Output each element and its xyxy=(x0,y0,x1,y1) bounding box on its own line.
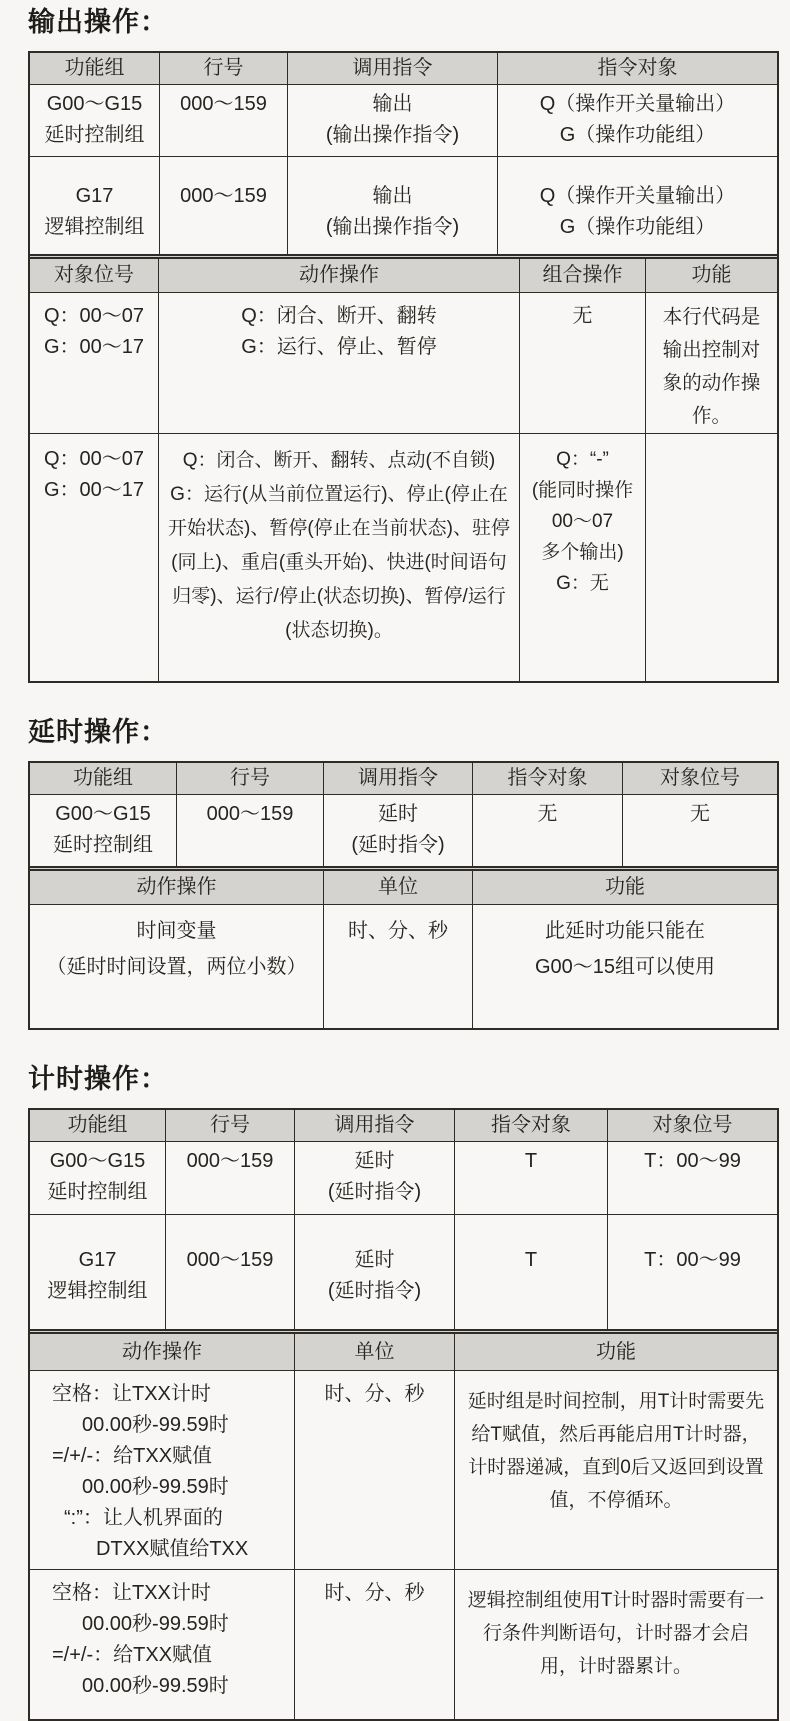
manual-page xyxy=(0,6,790,1721)
cell-line: (延时指令) xyxy=(351,834,445,856)
column-header-cell xyxy=(30,53,159,84)
column-header-cell xyxy=(30,1110,165,1141)
cell-line: =/+/-：给TXX赋值 xyxy=(52,1644,213,1666)
cell-line: 功能 xyxy=(691,264,732,286)
cell-line: 输出 xyxy=(372,93,413,115)
table-cell xyxy=(454,1371,777,1569)
table-cell xyxy=(30,795,176,866)
column-header-cell xyxy=(607,1110,777,1141)
table-row xyxy=(30,794,777,866)
table-cell xyxy=(454,1215,607,1329)
table-cell xyxy=(30,1371,294,1569)
cell-line: 空格：让TXX计时 xyxy=(52,1582,211,1604)
table-row xyxy=(30,904,777,1028)
column-header-cell xyxy=(30,871,323,904)
table-cell xyxy=(497,157,777,254)
cell-paragraph: 延时组是时间控制，用T计时需要先给T赋值，然后再能启用T计时器，计时器递减，直到0后又返回到设置值，不停循环。 xyxy=(467,1391,765,1511)
cell-line: 指令对象 xyxy=(507,767,588,789)
table-cell xyxy=(30,1215,165,1329)
cell-line: 功能组 xyxy=(64,57,125,79)
table-header-row xyxy=(30,1110,777,1141)
table-cell xyxy=(158,434,519,681)
cell-line: (能同时操作 xyxy=(531,480,634,501)
table-row xyxy=(30,433,777,681)
table-header-row xyxy=(30,866,777,904)
cell-line: 时间变量 xyxy=(136,920,217,942)
cell-line: 此延时功能只能在 xyxy=(545,920,705,942)
cell-paragraph: 逻辑控制组使用T计时器时需要有一行条件判断语句，计时器才会启用，计时器累计。 xyxy=(467,1590,765,1677)
cell-line: G：无 xyxy=(556,573,609,594)
table-cell xyxy=(30,905,323,1028)
cell-line: 功能组 xyxy=(67,1114,128,1136)
table-cell xyxy=(645,293,777,433)
table-row xyxy=(30,156,777,254)
cell-line: 组合操作 xyxy=(542,264,623,286)
delay-operations-table xyxy=(28,761,779,1030)
cell-line: G：00～17 xyxy=(43,479,145,501)
column-header-cell xyxy=(158,259,519,292)
cell-paragraph: G：运行(从当前位置运行)、停止(停止在开始状态)、暂停(停止在当前状态)、驻停(同上)、重启(重头开始)、快进(时间语句归零)、运行/停止(状态切换)、暂停/运行(状态切换)。 xyxy=(168,484,510,641)
cell-line: 动作操作 xyxy=(299,264,379,286)
cell-line: 功能组 xyxy=(73,767,133,789)
section-timing-operations xyxy=(0,1063,790,1721)
cell-line: 指令对象 xyxy=(597,57,678,79)
column-header-cell xyxy=(472,763,622,794)
table-cell xyxy=(30,293,158,433)
section-title-timing: 计时操作： xyxy=(28,1064,168,1094)
cell-line: Q（操作开关量输出） xyxy=(539,185,736,207)
column-header-cell xyxy=(454,1110,607,1141)
cell-line: (延时指令) xyxy=(327,1181,422,1203)
column-header-cell xyxy=(323,871,472,904)
section-title-delay: 延时操作： xyxy=(28,717,168,747)
cell-line: 000～159 xyxy=(206,803,294,825)
table-cell xyxy=(622,795,777,866)
table-cell xyxy=(30,434,158,681)
cell-line: 延时控制组 xyxy=(44,124,145,146)
cell-line: 逻辑控制组 xyxy=(44,216,145,238)
table-row xyxy=(30,292,777,433)
table-header-row xyxy=(30,1329,777,1370)
cell-line: T xyxy=(524,1249,538,1271)
cell-line: 对象位号 xyxy=(54,264,134,286)
column-header-cell xyxy=(519,259,645,292)
cell-line: 多个输出) xyxy=(541,542,624,563)
cell-line: 空格：让TXX计时 xyxy=(52,1383,211,1405)
table-cell xyxy=(176,795,323,866)
table-cell xyxy=(323,795,472,866)
cell-line: G00～G15 xyxy=(46,93,143,115)
cell-line: 无 xyxy=(690,803,710,825)
cell-line: 逻辑控制组 xyxy=(47,1280,148,1302)
cell-line: 指令对象 xyxy=(491,1114,571,1136)
cell-line: Q：00～07 xyxy=(43,305,145,327)
cell-line: 功能 xyxy=(605,876,645,898)
table-cell xyxy=(159,85,287,156)
cell-line: 00～07 xyxy=(551,511,614,532)
column-header-cell xyxy=(454,1334,777,1370)
column-header-cell xyxy=(323,763,472,794)
table-cell xyxy=(30,1570,294,1719)
cell-line: 无 xyxy=(537,803,558,825)
cell-line: G：00～17 xyxy=(43,336,145,358)
table-cell xyxy=(645,434,777,681)
cell-line: 000～159 xyxy=(186,1150,274,1172)
cell-line: 时、分、秒 xyxy=(324,1383,425,1405)
table-cell xyxy=(158,293,519,433)
table-cell xyxy=(294,1142,454,1214)
column-header-cell xyxy=(294,1110,454,1141)
cell-line: G00～G15 xyxy=(49,1150,146,1172)
cell-line: 00.00秒-99.59时 xyxy=(82,1675,229,1697)
cell-line: 行号 xyxy=(203,57,244,79)
table-cell xyxy=(30,85,159,156)
cell-line: 00.00秒-99.59时 xyxy=(82,1476,229,1498)
cell-line: G17 xyxy=(78,1249,117,1271)
table-row xyxy=(30,1214,777,1329)
table-row xyxy=(30,1141,777,1214)
cell-line: =/+/-：给TXX赋值 xyxy=(52,1445,213,1467)
cell-line: Q：“-” xyxy=(556,449,609,470)
section-title-output: 输出操作： xyxy=(28,7,168,37)
column-header-cell xyxy=(176,763,323,794)
cell-line: 00.00秒-99.59时 xyxy=(82,1613,229,1635)
cell-line: 延时控制组 xyxy=(53,834,153,856)
table-header-row xyxy=(30,53,777,84)
cell-line: (输出操作指令) xyxy=(325,216,460,238)
cell-line: 行号 xyxy=(210,1114,250,1136)
table-cell xyxy=(30,1142,165,1214)
table-cell xyxy=(519,293,645,433)
cell-line: “:”：让人机界面的 xyxy=(64,1507,223,1529)
cell-line: 00.00秒-99.59时 xyxy=(82,1414,229,1436)
table-cell xyxy=(454,1570,777,1719)
column-header-cell xyxy=(645,259,777,292)
column-header-cell xyxy=(30,1334,294,1370)
table-cell xyxy=(294,1215,454,1329)
cell-line: 调用指令 xyxy=(352,57,433,79)
output-operations-table xyxy=(28,51,779,683)
table-cell xyxy=(287,157,497,254)
table-cell xyxy=(454,1142,607,1214)
column-header-cell xyxy=(30,259,158,292)
column-header-cell xyxy=(159,53,287,84)
table-header-row xyxy=(30,763,777,794)
column-header-cell xyxy=(497,53,777,84)
cell-line: 动作操作 xyxy=(136,876,217,898)
cell-line: 行号 xyxy=(230,767,270,789)
table-cell xyxy=(497,85,777,156)
cell-line: 无 xyxy=(572,305,593,327)
cell-line: T xyxy=(524,1150,538,1172)
column-header-cell xyxy=(165,1110,294,1141)
cell-line: 延时 xyxy=(354,1150,395,1172)
cell-paragraph: 本行代码是输出控制对象的动作操作。 xyxy=(662,306,761,427)
table-cell xyxy=(607,1142,777,1214)
section-output-operations xyxy=(0,6,790,683)
cell-line: 输出 xyxy=(372,185,413,207)
table-cell xyxy=(472,905,777,1028)
cell-line: 延时控制组 xyxy=(47,1181,148,1203)
cell-line: 调用指令 xyxy=(358,767,438,789)
table-cell xyxy=(165,1215,294,1329)
cell-line: Q：闭合、断开、翻转、点动(不自锁) xyxy=(182,450,496,471)
table-cell xyxy=(159,157,287,254)
table-cell xyxy=(294,1371,454,1569)
cell-line: (延时指令) xyxy=(327,1280,422,1302)
cell-line: G17 xyxy=(75,185,114,207)
column-header-cell xyxy=(472,871,777,904)
cell-line: 延时 xyxy=(354,1249,395,1271)
cell-line: T：00～99 xyxy=(644,1150,741,1172)
table-cell xyxy=(30,157,159,254)
cell-line: 调用指令 xyxy=(334,1114,415,1136)
cell-line: G00～15组可以使用 xyxy=(534,956,716,978)
table-row xyxy=(30,1569,777,1719)
cell-line: G：运行、停止、暂停 xyxy=(241,336,437,358)
cell-line: 000～159 xyxy=(180,93,267,115)
cell-line: 单位 xyxy=(378,876,418,898)
cell-line: 对象位号 xyxy=(660,767,740,789)
cell-line: Q：00～07 xyxy=(43,448,145,470)
cell-line: Q（操作开关量输出） xyxy=(539,93,736,115)
table-cell xyxy=(472,795,622,866)
cell-line: 对象位号 xyxy=(652,1114,733,1136)
table-cell xyxy=(287,85,497,156)
cell-line: 时、分、秒 xyxy=(324,1582,425,1604)
cell-line: DTXX赋值给TXX xyxy=(96,1538,249,1560)
column-header-cell xyxy=(30,763,176,794)
cell-line: 延时 xyxy=(378,803,418,825)
cell-line: G（操作功能组） xyxy=(559,216,716,238)
table-row xyxy=(30,1370,777,1569)
table-cell xyxy=(165,1142,294,1214)
cell-line: G（操作功能组） xyxy=(559,124,716,146)
table-cell xyxy=(607,1215,777,1329)
cell-line: (输出操作指令) xyxy=(325,124,460,146)
cell-line: 000～159 xyxy=(186,1249,274,1271)
column-header-cell xyxy=(622,763,777,794)
cell-line: Q：闭合、断开、翻转 xyxy=(241,305,437,327)
cell-line: G00～G15 xyxy=(55,803,151,825)
cell-line: T：00～99 xyxy=(644,1249,741,1271)
section-delay-operations xyxy=(0,716,790,1030)
column-header-cell xyxy=(287,53,497,84)
column-header-cell xyxy=(294,1334,454,1370)
cell-line: 功能 xyxy=(596,1340,636,1363)
table-header-row xyxy=(30,254,777,292)
table-cell xyxy=(519,434,645,681)
cell-line: 单位 xyxy=(354,1340,395,1363)
table-row xyxy=(30,84,777,156)
timing-operations-table xyxy=(28,1108,779,1721)
cell-line: 000～159 xyxy=(180,185,267,207)
table-cell xyxy=(323,905,472,1028)
table-cell xyxy=(294,1570,454,1719)
cell-line: （延时时间设置，两位小数） xyxy=(46,956,307,978)
cell-line: 动作操作 xyxy=(122,1340,202,1363)
cell-line: 时、分、秒 xyxy=(348,920,448,942)
